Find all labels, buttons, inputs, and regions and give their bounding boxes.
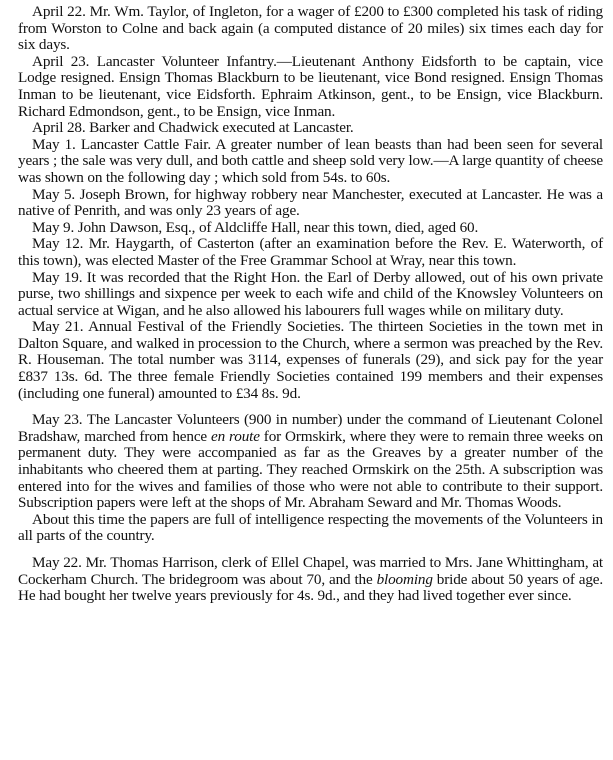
entry-text: May 1. Lancaster Cattle Fair. A greater number of lean beasts than had been seen for several years ; the sale was very dull, and both cattle and sheep sold very low.—A large quantity of cheese was shown on the following day ; which sold from 54s. to 60s.: [18, 135, 603, 186]
entry-text: May 5. Joseph Brown, for highway robbery near Manchester, executed at Lancaster. He was a native of Penrith, and was only 23 years of age.: [18, 185, 603, 220]
entry-text: April 23. Lancaster Volunteer Infantry.—Lieutenant Anthony Eidsforth to be captain, vice Lodge resigned. Ensign Thomas Blackburn to be lieutenant, vice Bond resigned. Ensign Thomas Inman to be lieutenant, vice Eidsforth. Ephraim Atkinson, gent., to be Ensign, vice Blackburn. Richard Edmondson, gent., to be Ensign, vice Inman.: [18, 52, 603, 120]
entry-text: May 22. Mr. Thomas Harrison, clerk of Ellel Chapel, was married to Mrs. Jane Whittingham, at Cockerham Church. The bridegroom was about 70, and the: [18, 554, 603, 588]
italic-phrase: blooming: [376, 570, 433, 588]
entry-paragraph: [18, 412, 603, 512]
entry-paragraph: [18, 120, 603, 137]
entry-paragraph: [18, 270, 603, 320]
entry-text: bride about 50 years of age. He had bought her twelve years previously for 4s. 9d., and they had lived together ever since.: [18, 570, 603, 605]
entry-paragraph: [18, 54, 603, 120]
entry-paragraph: [18, 137, 603, 187]
entry-text: May 9. John Dawson, Esq., of Aldcliffe Hall, near this town, died, aged 60.: [32, 218, 479, 236]
italic-phrase: en route: [211, 427, 260, 445]
entry-paragraph: [18, 512, 603, 545]
entry-paragraph: [18, 4, 603, 54]
entry-text: May 21. Annual Festival of the Friendly Societies. The thirteen Societies in the town met in Dalton Square, and walked in procession to the Church, where a sermon was preached by the Rev. R. Houseman. The total number was 3114, expenses of funerals (29), and sick pay for the year £837 13s. 6d. The three female Friendly Societies contained 199 members and their expenses (including one funeral) amounted to £34 8s. 9d.: [18, 318, 603, 402]
entry-text: About this time the papers are full of intelligence respecting the movements of the Volunteers in all parts of the country.: [18, 510, 603, 545]
entry-text: April 22. Mr. Wm. Taylor, of Ingleton, for a wager of £200 to £300 completed his task of riding from Worston to Colne and back again (a computed distance of 20 miles) six times each day for six days.: [18, 3, 603, 54]
entries-list: [18, 4, 603, 605]
entry-paragraph: [18, 319, 603, 402]
entry-paragraph: [18, 555, 603, 605]
entry-text: May 12. Mr. Haygarth, of Casterton (after an examination before the Rev. E. Waterworth, of this town), was elected Master of the Free Grammar School at Wray, near this town.: [18, 235, 603, 269]
entry-text: for Ormskirk, where they were to remain three weeks on permanent duty. They were accompanied as far as the Greaves by a greater number of the inhabitants who cheered them at parting. They reached Ormskirk on the 25th. A subscription was entered into for the wives and families of those who were not able to contribute to their support. Subscription papers were left at the shops of Mr. Abraham Seward and Mr. Thomas Woods.: [18, 427, 603, 512]
entry-paragraph: [18, 236, 603, 269]
entry-text: May 19. It was recorded that the Right Hon. the Earl of Derby allowed, out of his own private purse, two shillings and sixpence per week to each wife and child of the Knowsley Volunteers on actual service at Wigan, and he also allowed his labourers full wages while on military duty.: [18, 268, 603, 319]
entry-text: April 28. Barker and Chadwick executed at Lancaster.: [32, 119, 354, 137]
entry-text: May 23. The Lancaster Volunteers (900 in number) under the command of Lieutenant Colonel Bradshaw, marched from hence: [18, 411, 603, 445]
entry-paragraph: [18, 187, 603, 220]
entry-paragraph: [18, 220, 603, 237]
